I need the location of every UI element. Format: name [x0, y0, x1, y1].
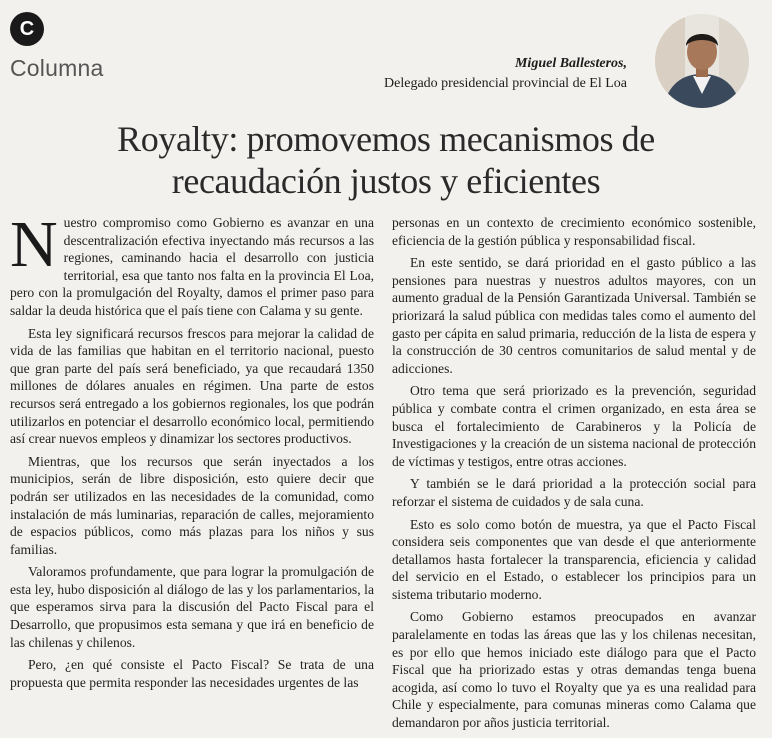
paragraph-3: Mientras, que los recursos que serán inyectados a los municipios, serán de libre disposición, esto quiere decir que podrán ser utilizados en las necesidades de la comunidad, como instalación de más luminarias, reparación de calles, mejoramiento de espacios públicos, como más plazas para los niños y sus familias. [10, 453, 374, 557]
drop-cap: N [10, 208, 58, 281]
paragraph-7: En este sentido, se dará prioridad en el gasto público a las pensiones para nuestras y nuestros adultos mayores, con un aumento gradual de la Pensión Garantizada Universal. También se priorizará la salud pública con medidas tales como el aumento del gasto per cápita en salud primaria, reducción de la lista de espera y la construcción de 30 centros comunitarios de salud mental y de adicciones. [392, 255, 756, 376]
column-badge: C [10, 12, 44, 46]
section-label: Columna [10, 55, 104, 81]
paragraph-4: Valoramos profundamente, que para lograr la promulgación de esta ley, hubo disposición al diálogo de las y los parlamentarios, la que esperamos sirva para la discusión del Pacto Fiscal para el Desarrollo, que propusimos esta semana y que irá en beneficio de las chilenas y chilenos. [10, 564, 374, 650]
paragraph-2: Esta ley significará recursos frescos para mejorar la calidad de vida de las familias que habitan en el territorio nacional, puesto que gran parte del país será beneficiado, ya que recaudará 1350 millones de dólares anuales en régimen. Una parte de estos recursos será entregado a los gobiernos regionales, los que podrán utilizarlos en potenciar el desarrollo económico local, permitiendo así crear nuevos empleos y dinamizar los sectores productivos. [10, 325, 374, 447]
headline-line-2: recaudación justos y eficientes [171, 161, 601, 201]
author-photo [655, 14, 749, 108]
paragraph-5: Pero, ¿en qué consiste el Pacto Fiscal? Se trata de una propuesta que permita responder las necesidades urgentes de las [10, 657, 374, 690]
author-role: Delegado presidencial provincial de El Loa [384, 76, 627, 91]
paragraph-11: Como Gobierno estamos preocupados en avanzar paralelamente en todas las áreas que las y los chilenas necesitan, es por ello que hemos iniciado este diálogo para que el Pacto Fiscal que ha priorizado estas y otras demandas tenga buena acogida, así como lo tuvo el Royalty que ya es una realidad para Chile y especialmente, para comunas mineras como Calama que demandaron por años justicia territorial. [392, 609, 756, 731]
author-byline [384, 54, 627, 94]
paragraph-1 [10, 208, 374, 320]
paragraph-10: Esto es solo como botón de muestra, ya que el Pacto Fiscal considera seis componentes que van desde el que anteriormente detallamos hasta fortalecer la transparencia, eficiencia y calidad del servicio en el Estado, o establecer los principios para un sistema tributario moderno. [392, 516, 756, 602]
paragraph-1-text: uestro compromiso como Gobierno es avanzar en una descentralización efectiva inyectando más recursos a las regiones, caminando hacia el desarrollo con justicia territorial, esa que tanto nos falta en la provincia El Loa, pero con la promulgación del Royalty, damos el primer paso para saldar la deuda histórica que el país tiene con Calama y su gente. [10, 215, 374, 318]
article-column-left [10, 208, 374, 696]
author-portrait-image [655, 14, 749, 108]
headline-line-1: Royalty: promovemos mecanismos de [117, 119, 655, 159]
paragraph-6: personas en un contexto de crecimiento económico sostenible, eficiencia de la gestión pública y responsabilidad fiscal. [392, 215, 756, 248]
paragraph-8: Otro tema que será priorizado es la prevención, seguridad pública y combate contra el crimen organizado, en esta área se busca el fortalecimiento de Carabineros y la Policía de Investigaciones y la creación de un sistema nacional de protección de víctimas y testigos, entre otras acciones. [392, 383, 756, 469]
article-headline [0, 118, 772, 202]
paragraph-9: Y también se le dará prioridad a la protección social para reforzar el sistema de cuidados y de sala cuna. [392, 476, 756, 509]
author-name: Miguel Ballesteros, [514, 56, 627, 71]
article-column-right [392, 214, 756, 737]
